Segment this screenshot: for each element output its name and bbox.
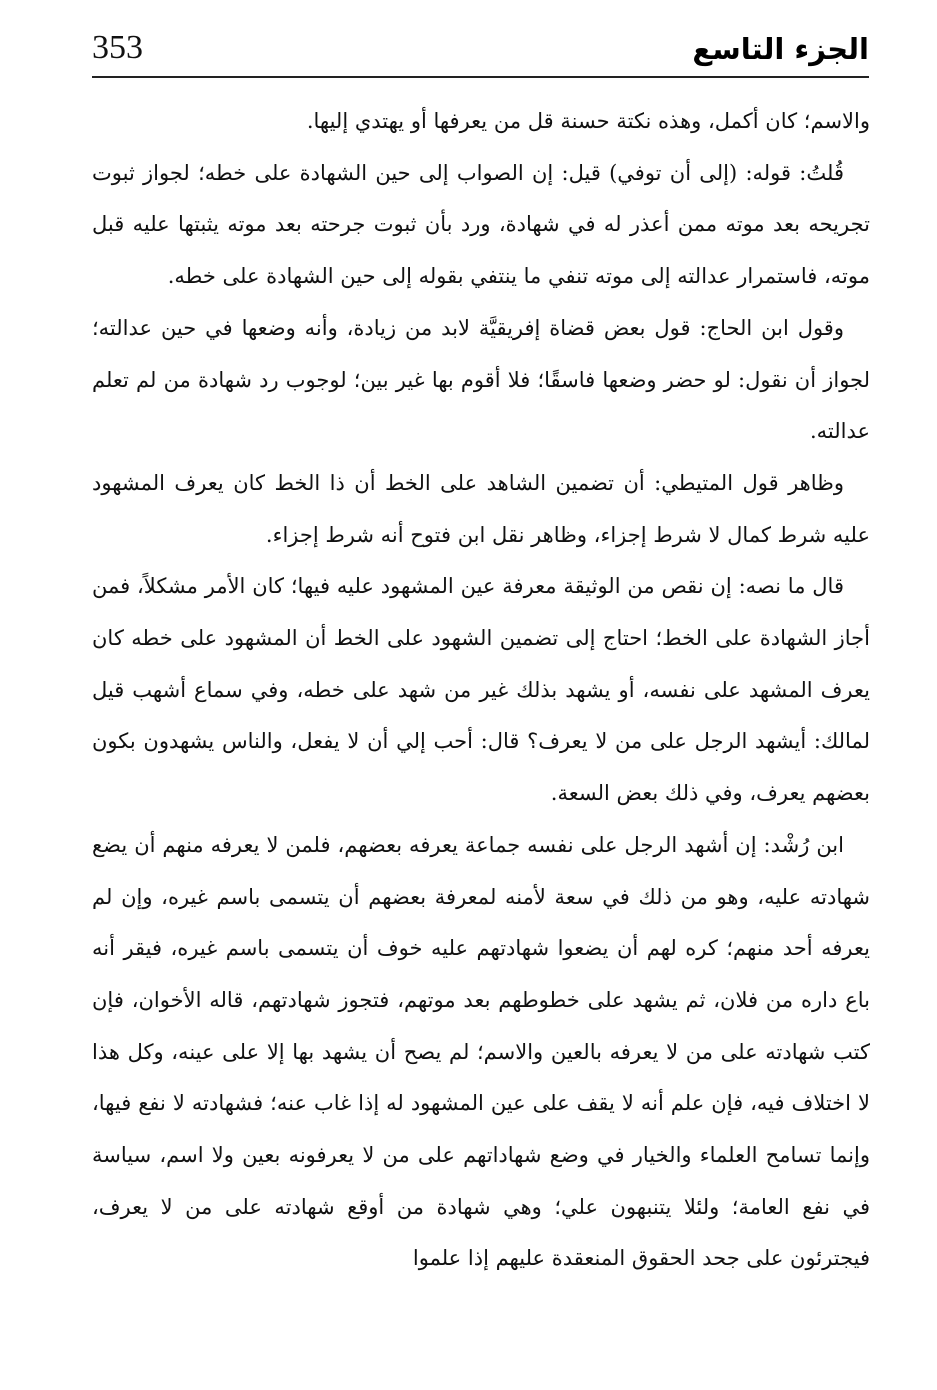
paragraph-4: وظاهر قول المتيطي: أن تضمين الشاهد على الخط أن ذا الخط كان يعرف المشهود عليه شرط كمال لا شرط إجزاء، وظاهر نقل ابن فتوح أنه شرط إجزاء. [92, 470, 870, 547]
body-text [92, 96, 870, 1285]
header-divider [92, 76, 869, 78]
paragraph-3: وقول ابن الحاج: قول بعض قضاة إفريقيَّة لابد من زيادة، وأنه وضعها في حين عدالته؛ لجواز أن نقول: لو حضر وضعها فاسقًا؛ فلا أقوم بها غير بين؛ لوجوب رد شهادة من لم تعلم عدالته. [92, 315, 870, 444]
paragraph-5: قال ما نصه: إن نقص من الوثيقة معرفة عين المشهود عليه فيها؛ كان الأمر مشكلاً، فمن أجاز الشهادة على الخط؛ احتاج إلى تضمين الشهود على الخط أن المشهود على خطه كان يعرف المشهد على نفسه، أو يشهد بذلك غير من شهد على خطه، وفي سماع أشهب قيل لمالك: أيشهد الرجل على من لا يعرف؟ قال: أحب إلي أن لا يفعل، والناس يشهدون بكون بعضهم يعرف، وفي ذلك بعض السعة. [92, 574, 870, 806]
paragraph-1: والاسم؛ كان أكمل، وهذه نكتة حسنة قل من يعرفها أو يهتدي إليها. [306, 109, 870, 133]
running-title: الجزء التاسع [692, 32, 869, 66]
page-number: 353 [92, 29, 143, 66]
paragraph-2: قُلتُ: قوله: (إلى أن توفي) قيل: إن الصواب إلى حين الشهادة على خطه؛ لجواز ثبوت تجريحه بعد موته ممن أعذر له في شهادة، ورد بأن ثبوت جرحته بعد موته يثبتها عليه قبل موته، فاستمرار عدالته إلى موته تنفي ما ينتفي بقوله إلى حين الشهادة على خطه. [92, 160, 870, 289]
page-header [92, 28, 869, 78]
paragraph-6: ابن رُشْد: إن أشهد الرجل على نفسه جماعة يعرفه بعضهم، فلمن لا يعرفه منهم أن يضع شهادته عليه، وهو من ذلك في سعة لأمنه لمعرفة بعضهم أن يتسمى باسم غيره، وإن لم يعرفه أحد منهم؛ كره لهم أن يضعوا شهادتهم عليه خوف أن يتسمى باسم غيره، فيقر أنه باع داره من فلان، ثم يشهد على خطوطهم بعد موتهم، فتجوز شهادتهم، قاله الأخوان، فإن كتب شهادته على من لا يعرفه بالعين والاسم؛ لم يصح أن يشهد بها إلا على عينه، وكل هذا لا اختلاف فيه، فإن علم أنه لا يقف على عين المشهود له إذا غاب عنه؛ فشهادته لا نفع فيها، وإنما تسامح العلماء والخيار في وضع شهاداتهم على من لا يعرفونه بعين ولا اسم، سياسة في نفع العامة؛ ولئلا يتنبهون علي؛ وهي شهادة من أوقع شهادته على من لا يعرف، فيجترئون على جحد الحقوق المنعقدة عليهم إذا علموا [92, 832, 870, 1271]
